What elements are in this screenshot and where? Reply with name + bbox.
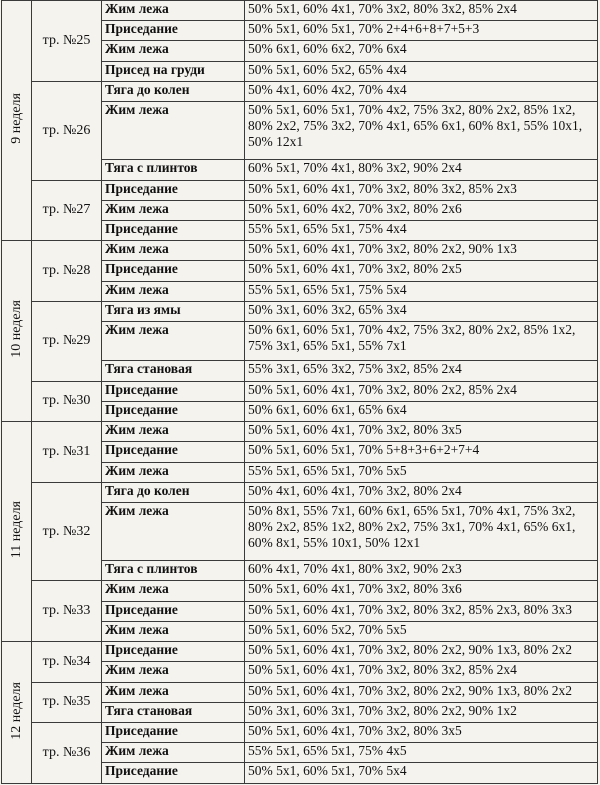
week-label: 9 неделя	[8, 93, 24, 145]
exercise-scheme: 55% 5х1, 65% 5х1, 70% 5х5	[245, 462, 598, 482]
exercise-scheme: 50% 6х1, 60% 5х1, 70% 4х2, 75% 3х2, 80% 2х2, 85% 1х2, 75% 3х1, 65% 5х1, 55% 7х1	[245, 322, 598, 361]
exercise-scheme: 50% 5х1, 60% 4х1, 70% 3х2, 80% 2х2, 85% 2х4	[245, 381, 598, 401]
exercise-scheme: 50% 4х1, 60% 4х2, 70% 4х4	[245, 81, 598, 101]
exercise-name: Жим лежа	[102, 241, 245, 261]
table-row	[2, 482, 598, 502]
table-row	[2, 180, 598, 200]
exercise-name: Жим лежа	[102, 662, 245, 682]
exercise-name: Жим лежа	[102, 502, 245, 560]
exercise-name: Тяга с плинтов	[102, 561, 245, 581]
week-label-cell	[2, 422, 32, 642]
exercise-scheme: 50% 3х1, 60% 3х1, 70% 3х2, 80% 2х2, 90% 1х2	[245, 702, 598, 722]
exercise-name: Жим лежа	[102, 102, 245, 160]
training-label: тр. №35	[32, 682, 102, 722]
exercise-scheme: 50% 5х1, 60% 4х1, 70% 3х2, 80% 3х5	[245, 722, 598, 742]
exercise-scheme: 50% 5х1, 60% 4х2, 70% 3х2, 80% 2х6	[245, 200, 598, 220]
week-label: 12 неделя	[8, 681, 24, 740]
exercise-scheme: 50% 5х1, 60% 4х1, 70% 3х2, 80% 2х2, 90% 1х3, 80% 2х2	[245, 682, 598, 702]
exercise-name: Присед на груди	[102, 61, 245, 81]
exercise-scheme: 55% 5х1, 65% 5х1, 75% 4х4	[245, 221, 598, 241]
exercise-scheme: 50% 5х1, 60% 4х1, 70% 3х2, 80% 2х2, 90% 1х3, 80% 2х2	[245, 642, 598, 662]
training-label: тр. №28	[32, 241, 102, 302]
exercise-scheme: 50% 5х1, 60% 5х1, 70% 5х4	[245, 763, 598, 784]
exercise-scheme: 50% 5х1, 60% 4х1, 70% 3х2, 80% 3х2, 85% 2х3, 80% 3х3	[245, 601, 598, 621]
exercise-scheme: 55% 5х1, 65% 5х1, 75% 5х4	[245, 281, 598, 301]
training-label: тр. №26	[32, 81, 102, 180]
exercise-name: Тяга становая	[102, 702, 245, 722]
table-row	[2, 301, 598, 321]
exercise-name: Жим лежа	[102, 743, 245, 763]
exercise-scheme: 50% 5х1, 60% 5х1, 70% 5+8+3+6+2+7+4	[245, 442, 598, 462]
exercise-name: Тяга с плинтов	[102, 160, 245, 180]
table-row	[2, 642, 598, 662]
week-label: 11 неделя	[8, 500, 24, 559]
exercise-name: Жим лежа	[102, 422, 245, 442]
exercise-scheme: 50% 5х1, 60% 4х1, 70% 3х2, 80% 3х5	[245, 422, 598, 442]
exercise-scheme: 50% 3х1, 60% 3х2, 65% 3х4	[245, 301, 598, 321]
exercise-name: Приседание	[102, 642, 245, 662]
exercise-scheme: 50% 5х1, 60% 5х1, 70% 4х2, 75% 3х2, 80% 2х2, 85% 1х2, 80% 2х2, 75% 3х2, 70% 4х1, 65% 6х1, 60% 8х1, 55% 10х1, 50% 12х1	[245, 102, 598, 160]
exercise-name: Приседание	[102, 261, 245, 281]
exercise-scheme: 55% 3х1, 65% 3х2, 75% 3х2, 85% 2х4	[245, 361, 598, 381]
exercise-name: Приседание	[102, 442, 245, 462]
exercise-scheme: 50% 4х1, 60% 4х1, 70% 3х2, 80% 2х4	[245, 482, 598, 502]
exercise-name: Тяга из ямы	[102, 301, 245, 321]
training-label: тр. №27	[32, 180, 102, 241]
week-label: 10 неделя	[8, 300, 24, 359]
exercise-name: Приседание	[102, 381, 245, 401]
exercise-scheme: 50% 5х1, 60% 5х2, 70% 5х5	[245, 621, 598, 641]
training-label: тр. №32	[32, 482, 102, 581]
table-row	[2, 241, 598, 261]
exercise-scheme: 50% 6х1, 60% 6х2, 70% 6х4	[245, 41, 598, 61]
training-schedule-table	[1, 0, 598, 784]
exercise-scheme: 60% 5х1, 70% 4х1, 80% 3х2, 90% 2х4	[245, 160, 598, 180]
exercise-name: Приседание	[102, 401, 245, 421]
exercise-name: Жим лежа	[102, 322, 245, 361]
exercise-name: Жим лежа	[102, 1, 245, 21]
table-row	[2, 682, 598, 702]
training-label: тр. №29	[32, 301, 102, 381]
exercise-name: Приседание	[102, 722, 245, 742]
exercise-scheme: 50% 5х1, 60% 4х1, 70% 3х2, 80% 3х6	[245, 581, 598, 601]
exercise-name: Жим лежа	[102, 621, 245, 641]
exercise-scheme: 50% 5х1, 60% 5х2, 65% 4х4	[245, 61, 598, 81]
training-label: тр. №25	[32, 1, 102, 82]
exercise-name: Тяга до колен	[102, 81, 245, 101]
week-label-cell	[2, 1, 32, 241]
table-row	[2, 81, 598, 101]
exercise-scheme: 50% 5х1, 60% 4х1, 70% 3х2, 80% 2х5	[245, 261, 598, 281]
exercise-name: Жим лежа	[102, 682, 245, 702]
exercise-scheme: 50% 8х1, 55% 7х1, 60% 6х1, 65% 5х1, 70% 4х1, 75% 3х2, 80% 2х2, 85% 1х2, 80% 2х2, 75% 3х1, 70% 4х1, 65% 6х1, 60% 8х1, 55% 10х1, 50% 12х1	[245, 502, 598, 560]
exercise-name: Приседание	[102, 221, 245, 241]
exercise-name: Жим лежа	[102, 281, 245, 301]
training-label: тр. №34	[32, 642, 102, 682]
exercise-name: Жим лежа	[102, 581, 245, 601]
exercise-name: Приседание	[102, 180, 245, 200]
exercise-name: Приседание	[102, 601, 245, 621]
week-label-cell	[2, 642, 32, 784]
training-label: тр. №36	[32, 722, 102, 783]
training-label: тр. №33	[32, 581, 102, 642]
exercise-name: Тяга до колен	[102, 482, 245, 502]
exercise-scheme: 50% 5х1, 60% 4х1, 70% 3х2, 80% 3х2, 85% 2х3	[245, 180, 598, 200]
exercise-scheme: 50% 5х1, 60% 4х1, 70% 3х2, 80% 3х2, 85% 2х4	[245, 662, 598, 682]
exercise-name: Жим лежа	[102, 200, 245, 220]
table-row	[2, 722, 598, 742]
table-row	[2, 1, 598, 21]
exercise-scheme: 50% 5х1, 60% 4х1, 70% 3х2, 80% 2х2, 90% 1х3	[245, 241, 598, 261]
exercise-scheme: 55% 5х1, 65% 5х1, 75% 4х5	[245, 743, 598, 763]
table-row	[2, 381, 598, 401]
table-row	[2, 422, 598, 442]
exercise-scheme: 50% 6х1, 60% 6х1, 65% 6х4	[245, 401, 598, 421]
exercise-scheme: 50% 5х1, 60% 5х1, 70% 2+4+6+8+7+5+3	[245, 21, 598, 41]
exercise-scheme: 60% 4х1, 70% 4х1, 80% 3х2, 90% 2х3	[245, 561, 598, 581]
training-label: тр. №30	[32, 381, 102, 421]
exercise-name: Тяга становая	[102, 361, 245, 381]
exercise-name: Жим лежа	[102, 462, 245, 482]
week-label-cell	[2, 241, 32, 422]
training-label: тр. №31	[32, 422, 102, 483]
table-row	[2, 581, 598, 601]
exercise-name: Приседание	[102, 763, 245, 784]
exercise-scheme: 50% 5х1, 60% 4х1, 70% 3х2, 80% 3х2, 85% 2х4	[245, 1, 598, 21]
exercise-name: Жим лежа	[102, 41, 245, 61]
exercise-name: Приседание	[102, 21, 245, 41]
